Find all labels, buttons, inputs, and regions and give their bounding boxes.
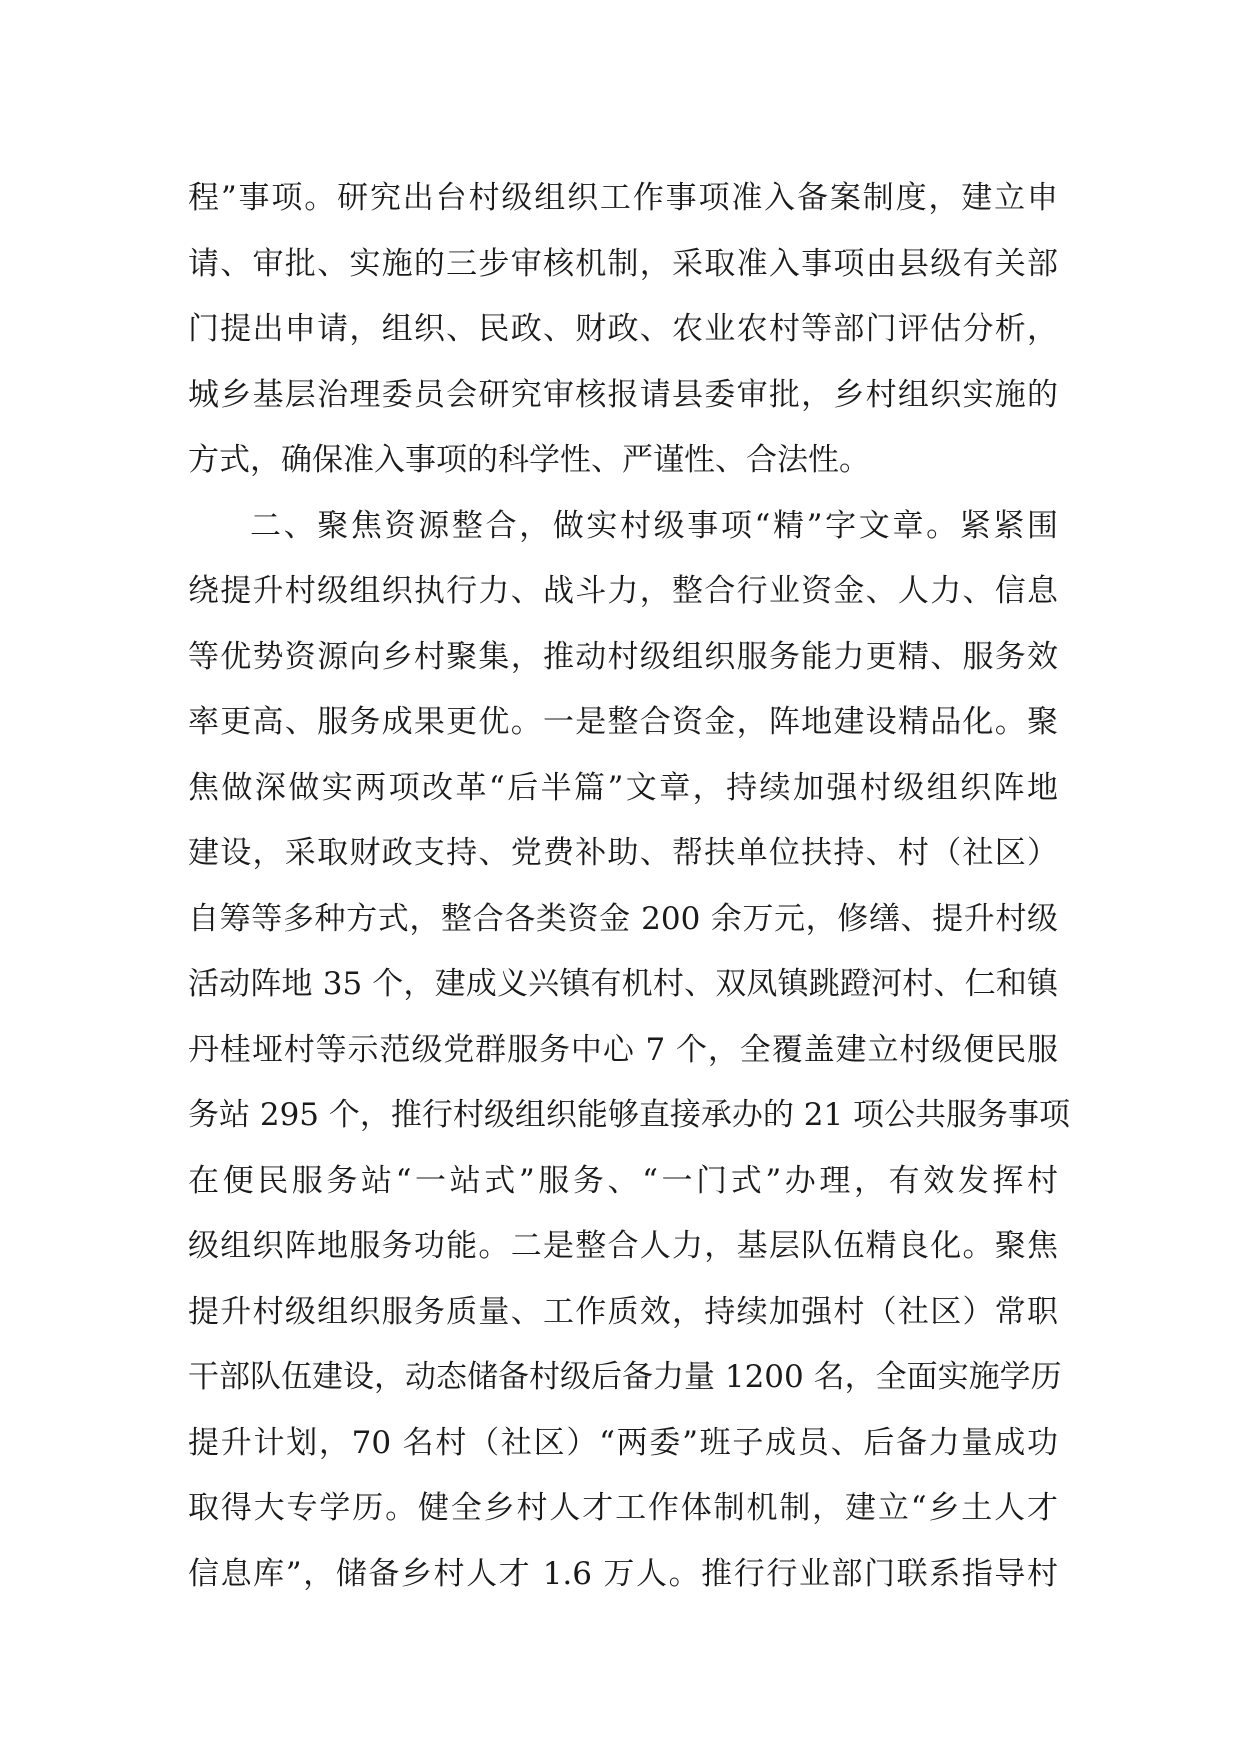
text-line: 建设，采取财政支持、党费补助、帮扶单位扶持、村（社区） — [188, 835, 1058, 871]
text-line: 提升村级组织服务质量、工作质效，持续加强村（社区）常职 — [188, 1293, 1058, 1330]
text-line: 取得大专学历。健全乡村人才工作体制机制，建立“乡土人才 — [188, 1490, 1058, 1526]
text-line: 务站 295 个，推行村级组织能够直接承办的 21 项公共服务事项 — [188, 1097, 1071, 1133]
text-line: 城乡基层治理委员会研究审核报请县委审批，乡村组织实施的 — [188, 376, 1058, 413]
text-line: 焦做深做实两项改革“后半篇”文章，持续加强村级组织阵地 — [188, 769, 1058, 806]
text-line: 率更高、服务成果更优。一是整合资金，阵地建设精品化。聚 — [188, 704, 1058, 740]
text-line: 在便民服务站“一站式”服务、“一门式”办理，有效发挥村 — [188, 1162, 1058, 1199]
section-heading-line: 二、聚焦资源整合，做实村级事项“精”字文章。紧紧围 — [250, 507, 1058, 544]
text-line: 丹桂垭村等示范级党群服务中心 7 个，全覆盖建立村级便民服 — [188, 1031, 1058, 1068]
text-line: 提升计划，70 名村（社区）“两委”班子成员、后备力量成功 — [188, 1424, 1058, 1461]
text-line: 方式，确保准入事项的科学性、严谨性、合法性。 — [188, 442, 870, 478]
text-line: 信息库”，储备乡村人才 1.6 万人。推行行业部门联系指导村 — [188, 1555, 1058, 1592]
text-line: 等优势资源向乡村聚集，推动村级组织服务能力更精、服务效 — [188, 638, 1058, 675]
text-line: 请、审批、实施的三步审核机制，采取准入事项由县级有关部 — [188, 245, 1058, 282]
text-line: 程”事项。研究出台村级组织工作事项准入备案制度，建立申 — [188, 180, 1058, 216]
text-line: 活动阵地 35 个，建成义兴镇有机村、双凤镇跳蹬河村、仁和镇 — [188, 966, 1058, 1002]
text-line: 门提出申请，组织、民政、财政、农业农村等部门评估分析， — [188, 311, 1058, 347]
body-text — [188, 166, 1071, 1607]
text-line: 绕提升村级组织执行力、战斗力，整合行业资金、人力、信息 — [188, 573, 1058, 609]
text-line: 自筹等多种方式，整合各类资金 200 余万元，修缮、提升村级 — [188, 900, 1058, 937]
text-line: 干部队伍建设，动态储备村级后备力量 1200 名，全面实施学历 — [188, 1359, 1062, 1395]
text-line: 级组织阵地服务功能。二是整合人力，基层队伍精良化。聚焦 — [188, 1228, 1058, 1264]
